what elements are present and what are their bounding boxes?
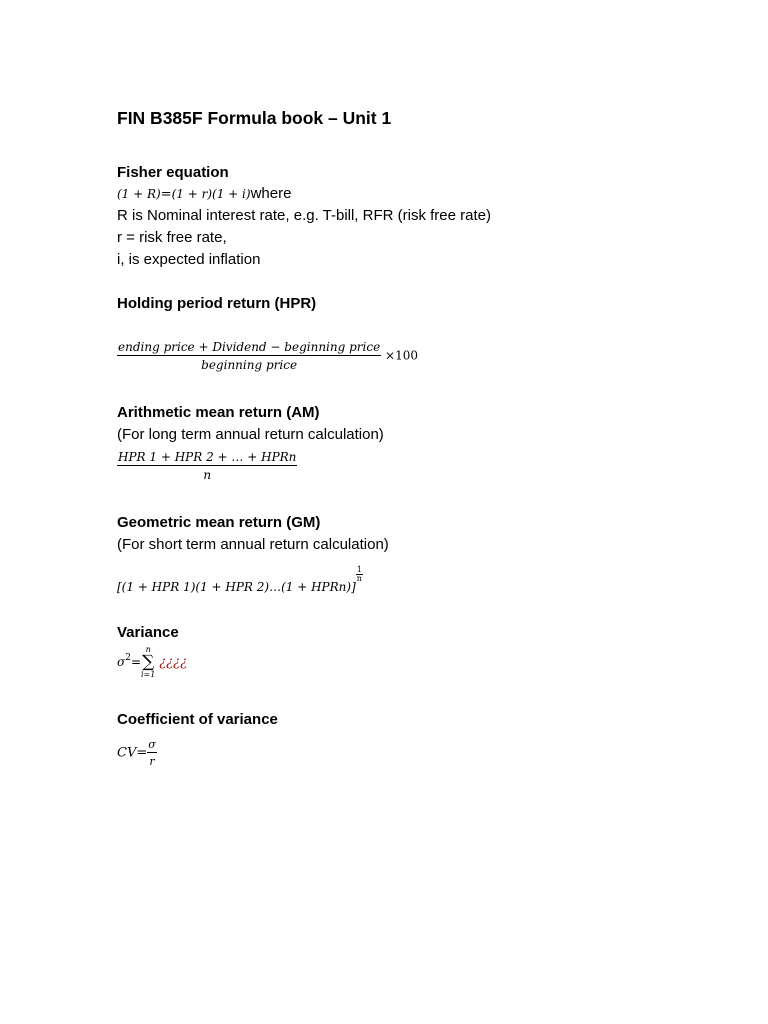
fisher-rhs-2: (1 + i) <box>212 187 251 201</box>
variance-equals: = <box>130 655 141 669</box>
gm-note: (For short term annual return calculation) <box>117 536 389 553</box>
am-numerator: HPR 1 + HPR 2 + … + HPRn <box>118 450 297 464</box>
fisher-equals: = <box>160 187 172 202</box>
cv-heading: Coefficient of variance <box>117 711 278 728</box>
gm-heading: Geometric mean return (GM) <box>117 514 321 531</box>
fisher-formula <box>117 185 291 203</box>
cv-denominator: r <box>149 755 155 768</box>
cv-formula <box>117 738 157 768</box>
variance-formula <box>117 646 187 679</box>
cv-equals: = <box>136 745 148 761</box>
hpr-fraction <box>117 340 381 372</box>
hpr-denominator: beginning price <box>201 358 298 372</box>
fisher-lhs: (1 + R) <box>117 187 161 201</box>
fisher-def-riskfree: r = risk free rate, <box>117 229 227 246</box>
am-denominator: n <box>203 468 212 482</box>
hpr-numerator: ending price + Dividend − beginning price <box>118 340 381 354</box>
cv-numerator: σ <box>148 738 156 751</box>
variance-sigma: σ <box>117 655 126 669</box>
hpr-heading: Holding period return (HPR) <box>117 295 317 312</box>
fisher-rhs-1: (1 + r) <box>171 187 213 201</box>
cv-fraction <box>147 738 157 768</box>
fisher-where: where <box>250 185 292 202</box>
hpr-formula <box>117 340 418 372</box>
page-title: FIN B385F Formula book – Unit 1 <box>117 108 392 128</box>
variance-exponent: 2 <box>125 653 131 663</box>
am-note: (For long term annual return calculation) <box>117 426 384 443</box>
variance-garbled-term: ¿¿¿¿ <box>159 655 188 670</box>
gm-product: [(1 + HPR 1)(1 + HPR 2)…(1 + HPRn)] <box>117 580 356 594</box>
hpr-multiplier: ×100 <box>385 348 418 363</box>
fisher-def-inflation: i, is expected inflation <box>117 251 261 268</box>
am-fraction <box>117 450 297 482</box>
sum-symbol: n ∑ i=1 <box>141 645 156 679</box>
gm-formula <box>117 566 363 594</box>
cv-lhs: CV <box>117 745 137 761</box>
am-formula <box>117 450 297 482</box>
variance-heading: Variance <box>117 624 179 641</box>
fisher-heading: Fisher equation <box>117 164 229 181</box>
fisher-def-nominal: R is Nominal interest rate, e.g. T-bill, RFR (risk free rate) <box>117 207 491 224</box>
gm-exponent: $\frac{1}{n}$ <box>356 565 362 583</box>
am-heading: Arithmetic mean return (AM) <box>117 404 320 421</box>
